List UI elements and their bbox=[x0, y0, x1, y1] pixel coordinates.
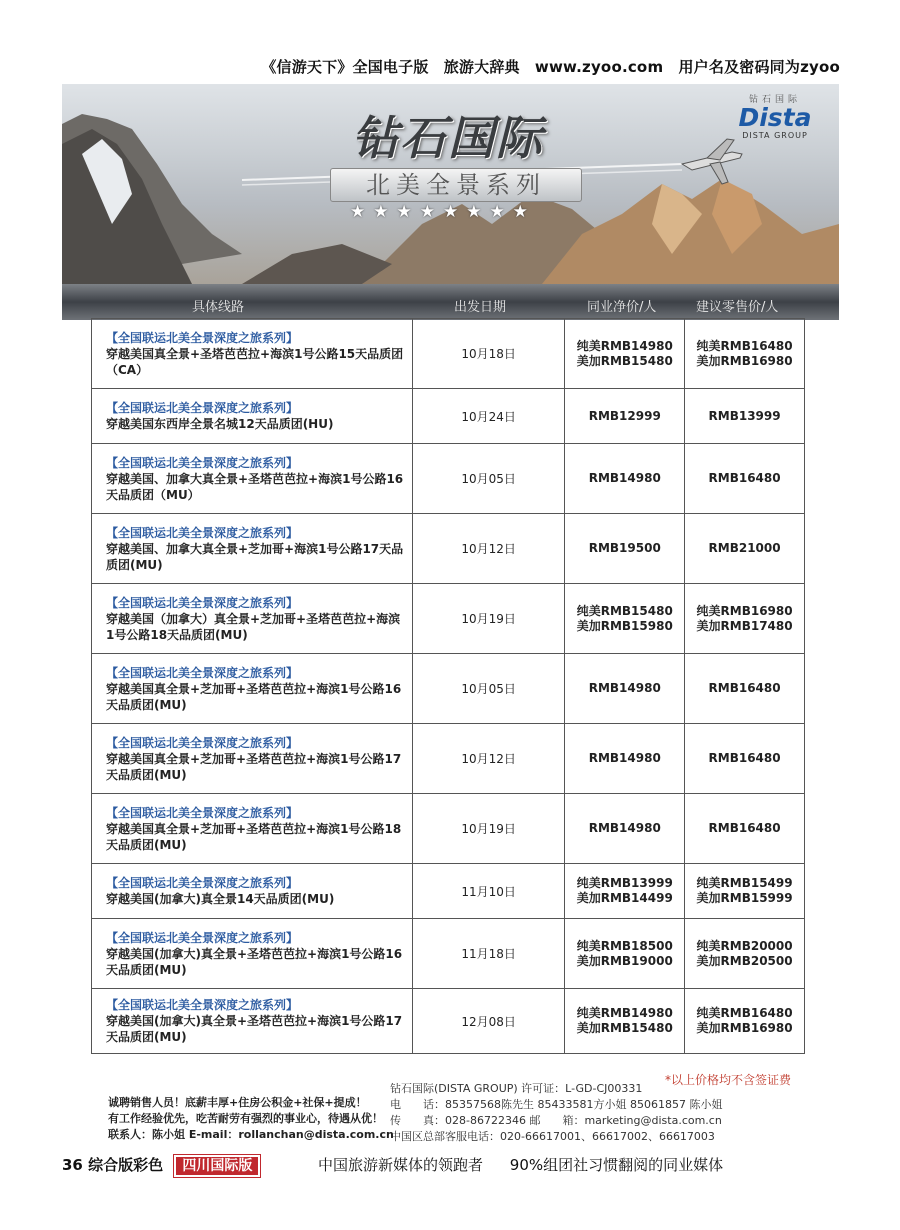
retail-price: 纯美RMB16980 美加RMB17480 bbox=[685, 584, 805, 654]
route-name: 穿越美国真全景+芝加哥+圣塔芭芭拉+海滨1号公路16天品质团(MU) bbox=[106, 681, 402, 712]
recruit-line-1: 诚聘销售人员！底薪丰厚+住房公积金+社保+提成！ bbox=[108, 1096, 367, 1109]
departure-date: 10月19日 bbox=[412, 794, 564, 864]
route-cell bbox=[92, 794, 413, 864]
route-cell bbox=[92, 319, 413, 389]
route-category: 【全国联运北美全景深度之旅系列】 bbox=[106, 805, 299, 820]
departure-date: 10月05日 bbox=[412, 444, 564, 514]
retail-price: 纯美RMB15499 美加RMB15999 bbox=[685, 864, 805, 919]
header-route: 具体线路 bbox=[192, 300, 245, 315]
net-price: 纯美RMB14980 美加RMB15480 bbox=[565, 319, 685, 389]
route-name: 穿越美国真全景+芝加哥+圣塔芭芭拉+海滨1号公路17天品质团(MU) bbox=[106, 751, 402, 782]
route-cell bbox=[92, 654, 413, 724]
table-row bbox=[92, 794, 805, 864]
departure-date: 10月24日 bbox=[412, 389, 564, 444]
retail-price: RMB16480 bbox=[685, 444, 805, 514]
header-date: 出发日期 bbox=[454, 300, 507, 315]
net-price: RMB19500 bbox=[565, 514, 685, 584]
route-category: 【全国联运北美全景深度之旅系列】 bbox=[106, 665, 299, 680]
retail-price: 纯美RMB20000 美加RMB20500 bbox=[685, 919, 805, 989]
table-row bbox=[92, 654, 805, 724]
departure-date: 11月10日 bbox=[412, 864, 564, 919]
table-row bbox=[92, 584, 805, 654]
route-category: 【全国联运北美全景深度之旅系列】 bbox=[106, 455, 299, 470]
route-category: 【全国联运北美全景深度之旅系列】 bbox=[106, 735, 299, 750]
route-cell bbox=[92, 584, 413, 654]
logo-name: Dista bbox=[738, 103, 812, 132]
edition-badge: 四川国际版 bbox=[174, 1155, 260, 1177]
route-name: 穿越美国真全景+芝加哥+圣塔芭芭拉+海滨1号公路18天品质团(MU) bbox=[106, 821, 402, 852]
recruit-line-2: 有工作经验优先，吃苦耐劳有强烈的事业心，待遇从优！ bbox=[108, 1112, 383, 1125]
net-price: RMB12999 bbox=[565, 389, 685, 444]
route-cell bbox=[92, 444, 413, 514]
promo-banner bbox=[62, 84, 839, 284]
route-category: 【全国联运北美全景深度之旅系列】 bbox=[106, 595, 299, 610]
table-row bbox=[92, 514, 805, 584]
route-category: 【全国联运北美全景深度之旅系列】 bbox=[106, 525, 299, 540]
table-row bbox=[92, 864, 805, 919]
table-row bbox=[92, 989, 805, 1054]
departure-date: 10月05日 bbox=[412, 654, 564, 724]
route-name: 穿越美国真全景+圣塔芭芭拉+海滨1号公路15天品质团（CA） bbox=[106, 346, 404, 377]
route-name: 穿越美国（加拿大）真全景+芝加哥+圣塔芭芭拉+海滨1号公路18天品质团(MU) bbox=[106, 611, 401, 642]
table-header-bar bbox=[62, 284, 839, 320]
route-name: 穿越美国、加拿大真全景+圣塔芭芭拉+海滨1号公路16天品质团（MU） bbox=[106, 471, 404, 502]
retail-price: RMB21000 bbox=[685, 514, 805, 584]
contact-phone: 电 话：85357568陈先生 85433581方小姐 85061857 陈小姐 bbox=[390, 1098, 723, 1111]
route-cell bbox=[92, 919, 413, 989]
departure-date: 10月12日 bbox=[412, 724, 564, 794]
net-price: RMB14980 bbox=[565, 654, 685, 724]
license-line: 钻石国际(DISTA GROUP) 许可证：L-GD-CJ00331 bbox=[390, 1082, 643, 1095]
recruitment-notice bbox=[108, 1095, 394, 1143]
contact-info bbox=[390, 1097, 722, 1145]
retail-price: RMB16480 bbox=[685, 794, 805, 864]
table-row bbox=[92, 724, 805, 794]
route-category: 【全国联运北美全景深度之旅系列】 bbox=[106, 330, 299, 345]
contact-hotline: 中国区总部客服电话：020-66617001、66617002、66617003 bbox=[390, 1130, 715, 1143]
slogan-2: 90%组团社习惯翻阅的同业媒体 bbox=[509, 1156, 724, 1174]
departure-date: 10月19日 bbox=[412, 584, 564, 654]
route-name: 穿越美国(加拿大)真全景+圣塔芭芭拉+海滨1号公路17天品质团(MU) bbox=[106, 1014, 403, 1044]
net-price: RMB14980 bbox=[565, 794, 685, 864]
route-name: 穿越美国(加拿大)真全景+圣塔芭芭拉+海滨1号公路16天品质团(MU) bbox=[106, 946, 403, 977]
dista-logo bbox=[719, 92, 831, 140]
net-price: RMB14980 bbox=[565, 724, 685, 794]
recruit-line-3: 联系人：陈小姐 E-mail：rollanchan@dista.com.cn bbox=[108, 1128, 394, 1141]
route-name: 穿越美国(加拿大)真全景14天品质团(MU) bbox=[106, 892, 335, 906]
header-retail-price: 建议零售价/人 bbox=[696, 300, 779, 315]
airplane-icon bbox=[682, 139, 742, 184]
logo-sub: DISTA GROUP bbox=[742, 131, 808, 140]
route-category: 【全国联运北美全景深度之旅系列】 bbox=[106, 998, 299, 1012]
route-table bbox=[91, 318, 805, 1054]
route-cell bbox=[92, 724, 413, 794]
page-label: 36 综合版彩色 bbox=[62, 1156, 164, 1174]
retail-price: 纯美RMB16480 美加RMB16980 bbox=[685, 319, 805, 389]
departure-date: 10月18日 bbox=[412, 319, 564, 389]
series-label bbox=[330, 168, 582, 202]
net-price: 纯美RMB15480 美加RMB15980 bbox=[565, 584, 685, 654]
header-net-price: 同业净价/人 bbox=[587, 300, 657, 315]
departure-date: 12月08日 bbox=[412, 989, 564, 1054]
net-price: 纯美RMB14980 美加RMB15480 bbox=[565, 989, 685, 1054]
net-price: RMB14980 bbox=[565, 444, 685, 514]
departure-date: 10月12日 bbox=[412, 514, 564, 584]
departure-date: 11月18日 bbox=[412, 919, 564, 989]
table-row bbox=[92, 444, 805, 514]
publication-header: 《信游天下》全国电子版 旅游大辞典 www.zyoo.com 用户名及密码同为zyoo bbox=[261, 58, 840, 76]
route-cell bbox=[92, 989, 413, 1054]
retail-price: RMB16480 bbox=[685, 654, 805, 724]
contact-fax-email: 传 真：028-86722346 邮 箱：marketing@dista.com.cn bbox=[390, 1114, 722, 1127]
route-cell bbox=[92, 514, 413, 584]
slogan-1: 中国旅游新媒体的领跑者 bbox=[318, 1156, 484, 1174]
footer-slogan bbox=[318, 1154, 745, 1175]
route-category: 【全国联运北美全景深度之旅系列】 bbox=[106, 401, 299, 415]
route-cell bbox=[92, 864, 413, 919]
series-text: 北美全景系列 bbox=[366, 171, 546, 199]
logo-cn: 钻石国际 bbox=[748, 95, 801, 105]
retail-price: RMB16480 bbox=[685, 724, 805, 794]
page-footer bbox=[62, 1154, 270, 1175]
net-price: 纯美RMB18500 美加RMB19000 bbox=[565, 919, 685, 989]
visa-note: *以上价格均不含签证费 bbox=[665, 1073, 792, 1087]
retail-price: RMB13999 bbox=[685, 389, 805, 444]
retail-price: 纯美RMB16480 美加RMB16980 bbox=[685, 989, 805, 1054]
table-row bbox=[92, 319, 805, 389]
brand-title: 钻石国际 bbox=[352, 111, 544, 165]
net-price: 纯美RMB13999 美加RMB14499 bbox=[565, 864, 685, 919]
route-cell bbox=[92, 389, 413, 444]
route-name: 穿越美国、加拿大真全景+芝加哥+海滨1号公路17天品质团(MU) bbox=[106, 541, 404, 572]
table-row bbox=[92, 919, 805, 989]
route-name: 穿越美国东西岸全景名城12天品质团(HU) bbox=[106, 417, 334, 431]
route-category: 【全国联运北美全景深度之旅系列】 bbox=[106, 876, 299, 890]
table-row bbox=[92, 389, 805, 444]
rating-stars: ★★★★★★★★ bbox=[350, 202, 536, 222]
route-category: 【全国联运北美全景深度之旅系列】 bbox=[106, 930, 299, 945]
